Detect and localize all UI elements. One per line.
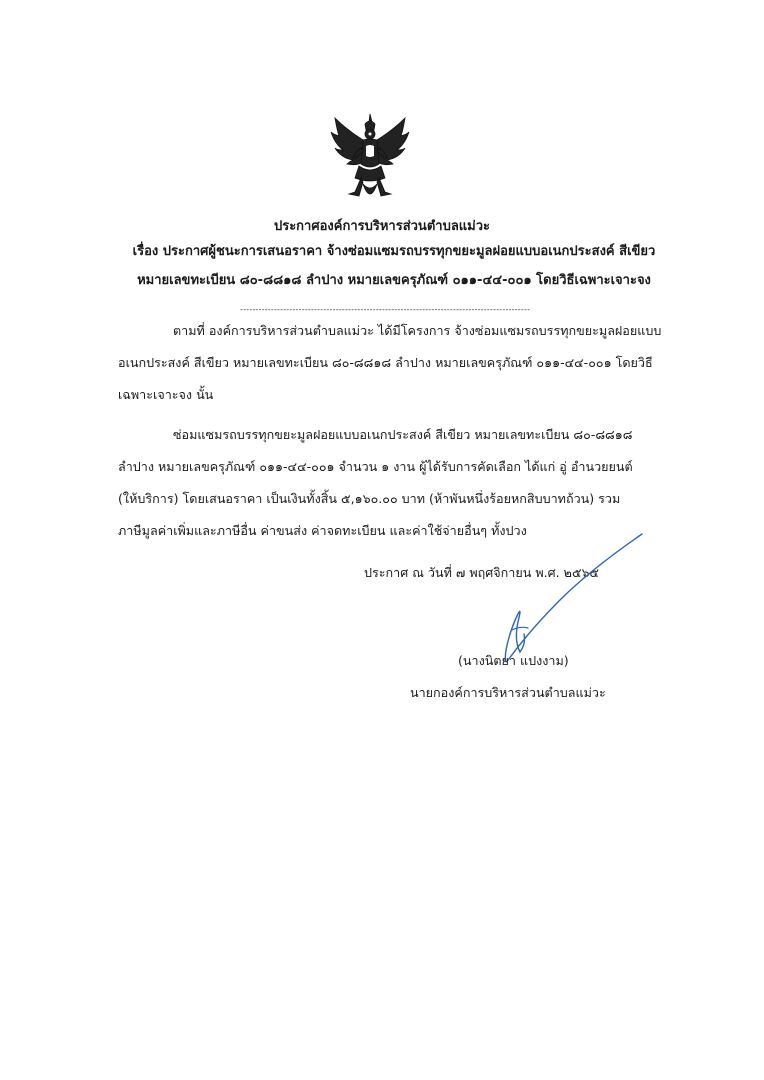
paragraph-1-line-3: เฉพาะเจาะจง นั้น	[118, 387, 214, 402]
paragraph-1-line-1: ตามที่ องค์การบริหารส่วนตำบลแม่วะ ได้มีโครงการ จ้างซ่อมแซมรถบรรทุกขยะมูลฝอยแบบ	[173, 323, 662, 338]
announce-date: ประกาศ ณ วันที่ ๗ พฤศจิกายน พ.ศ. ๒๕๖๕	[364, 565, 600, 580]
document-subject-line-1: เรื่อง ประกาศผู้ชนะการเสนอราคา จ้างซ่อมแซมรถบรรทุกขยะมูลฝอยแบบอเนกประสงค์ สีเขียว	[132, 244, 656, 259]
garuda-emblem-icon	[329, 112, 411, 204]
document-org-heading: ประกาศองค์การบริหารส่วนตำบลแม่วะ	[273, 219, 491, 234]
paragraph-2-line-2: ลำปาง หมายเลขครุภัณฑ์ ๐๑๑-๔๔-๐๐๑ จำนวน ๑ งาน ผู้ได้รับการคัดเลือก ได้แก่ อู่ อำนวยยนต์	[118, 459, 633, 474]
paragraph-2-line-1: ซ่อมแซมรถบรรทุกขยะมูลฝอยแบบอเนกประสงค์ สีเขียว หมายเลขทะเบียน ๘๐-๘๘๑๘	[173, 427, 633, 442]
paragraph-2-line-4: ภาษีมูลค่าเพิ่มและภาษีอื่น ค่าขนส่ง ค่าจดทะเบียน และค่าใช้จ่ายอื่นๆ ทั้งปวง	[118, 523, 527, 538]
paragraph-2-line-3: (ให้บริการ) โดยเสนอราคา เป็นเงินทั้งสิ้น ๕,๑๖๐.๐๐ บาท (ห้าพันหนึ่งร้อยหกสิบบาทถ้วน) รวม	[118, 491, 621, 506]
document-subject-line-2: หมายเลขทะเบียน ๘๐-๘๘๑๘ ลำปาง หมายเลขครุภัณฑ์ ๐๑๑-๔๔-๐๐๑ โดยวิธีเฉพาะเจาะจง	[137, 273, 651, 288]
separator-line: ----------------------------------------------------------------------------------------------	[240, 305, 531, 314]
signatory-position: นายกองค์การบริหารส่วนตำบลแม่วะ	[410, 685, 606, 700]
signatory-name: (นางนิตยา แปงงาม)	[458, 653, 569, 668]
paragraph-1-line-2: อเนกประสงค์ สีเขียว หมายเลขทะเบียน ๘๐-๘๘๑๘ ลำปาง หมายเลขครุภัณฑ์ ๐๑๑-๔๔-๐๐๑ โดยวิธี	[118, 355, 653, 370]
